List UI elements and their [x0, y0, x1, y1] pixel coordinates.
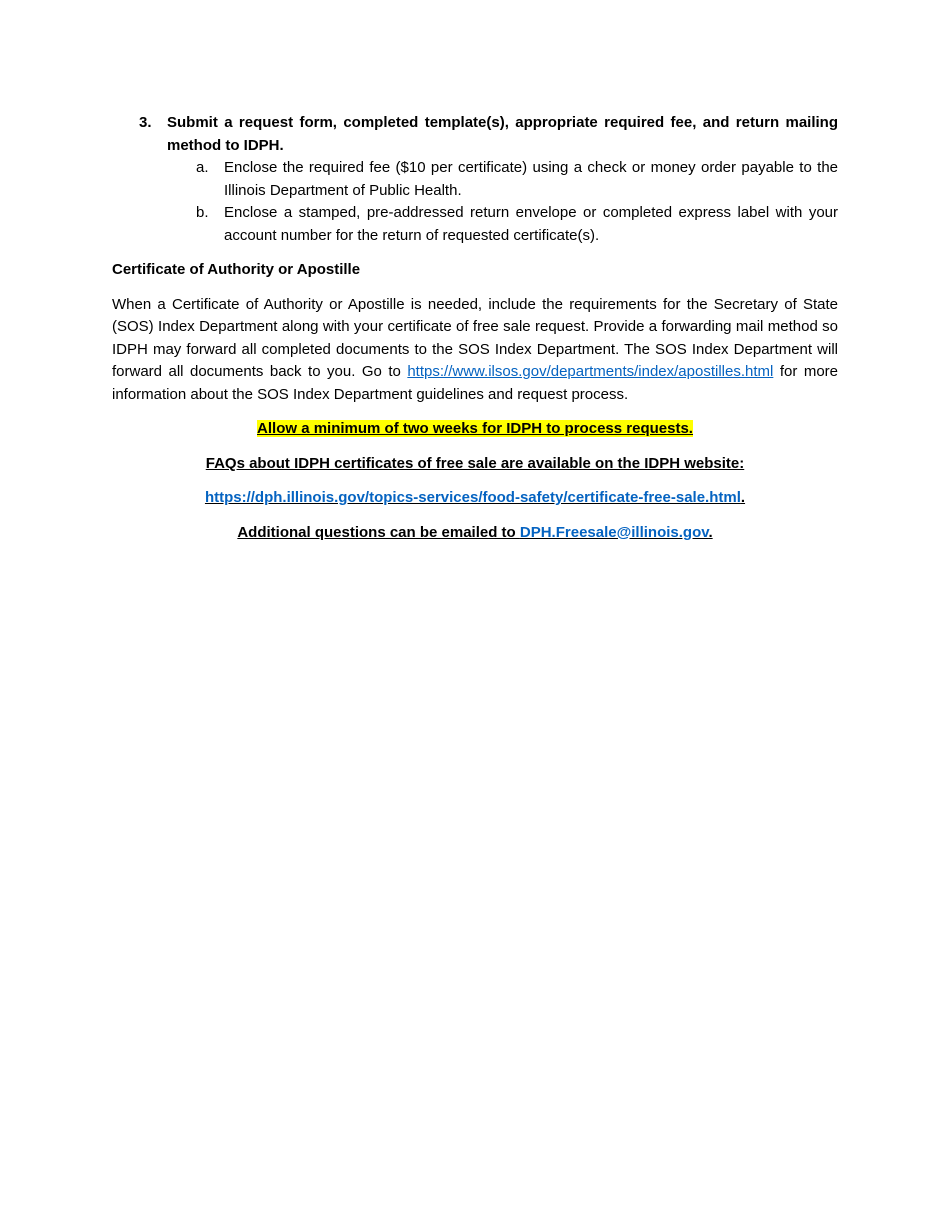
- step-3-text: Submit a request form, completed template(s), appropriate required fee, and return mailing method to IDPH.: [167, 114, 838, 154]
- step-3: [112, 112, 838, 157]
- processing-notice: [112, 418, 838, 441]
- apostille-text-after-link: for more information about the SOS Index Department guidelines and request process.: [112, 363, 838, 403]
- apostille-heading: Certificate of Authority or Apostille: [112, 261, 361, 278]
- questions-line: [112, 522, 838, 545]
- questions-prefix: Additional questions can be emailed to: [237, 523, 520, 541]
- faq-link-line: [112, 487, 838, 510]
- step-3-sublist: [112, 157, 838, 247]
- sub-item-a: [112, 157, 838, 202]
- processing-notice-text: Allow a minimum of two weeks for IDPH to process requests.: [257, 420, 693, 437]
- document-page: [112, 112, 838, 544]
- apostille-text-before-link: When a Certificate of Authority or Apostille is needed, include the requirements for the Secretary of State (SOS) Index Department along with your certificate of free sale request. Provide a forwarding mail method so IDPH may forward all completed documents to the SOS Index Department. The SOS Index Department will forward all documents back to you. Go to: [112, 295, 838, 380]
- ilsos-apostille-link[interactable]: https://www.ilsos.gov/departments/index/apostilles.html: [407, 363, 774, 380]
- sub-item-text: Enclose a stamped, pre-addressed return envelope or completed express label with your account number for the return of requested certificate(s).: [224, 204, 838, 244]
- email-link[interactable]: DPH.Freesale@illinois.gov: [519, 523, 709, 541]
- step-number: 3.: [139, 114, 152, 131]
- sub-item-letter: a.: [196, 159, 209, 176]
- sub-item-text: Enclose the required fee ($10 per certificate) using a check or money order payable to the Illinois Department of Public Health.: [224, 159, 838, 199]
- questions-suffix: .: [708, 523, 713, 541]
- apostille-paragraph: [112, 294, 838, 407]
- sub-item-letter: b.: [196, 204, 209, 221]
- faq-link[interactable]: https://dph.illinois.gov/topics-services/food-safety/certificate-free-sale.html: [204, 489, 741, 506]
- faq-link-suffix: .: [740, 489, 746, 506]
- faq-notice: FAQs about IDPH certificates of free sale are available on the IDPH website:: [205, 454, 745, 472]
- sub-item-b: [112, 202, 838, 247]
